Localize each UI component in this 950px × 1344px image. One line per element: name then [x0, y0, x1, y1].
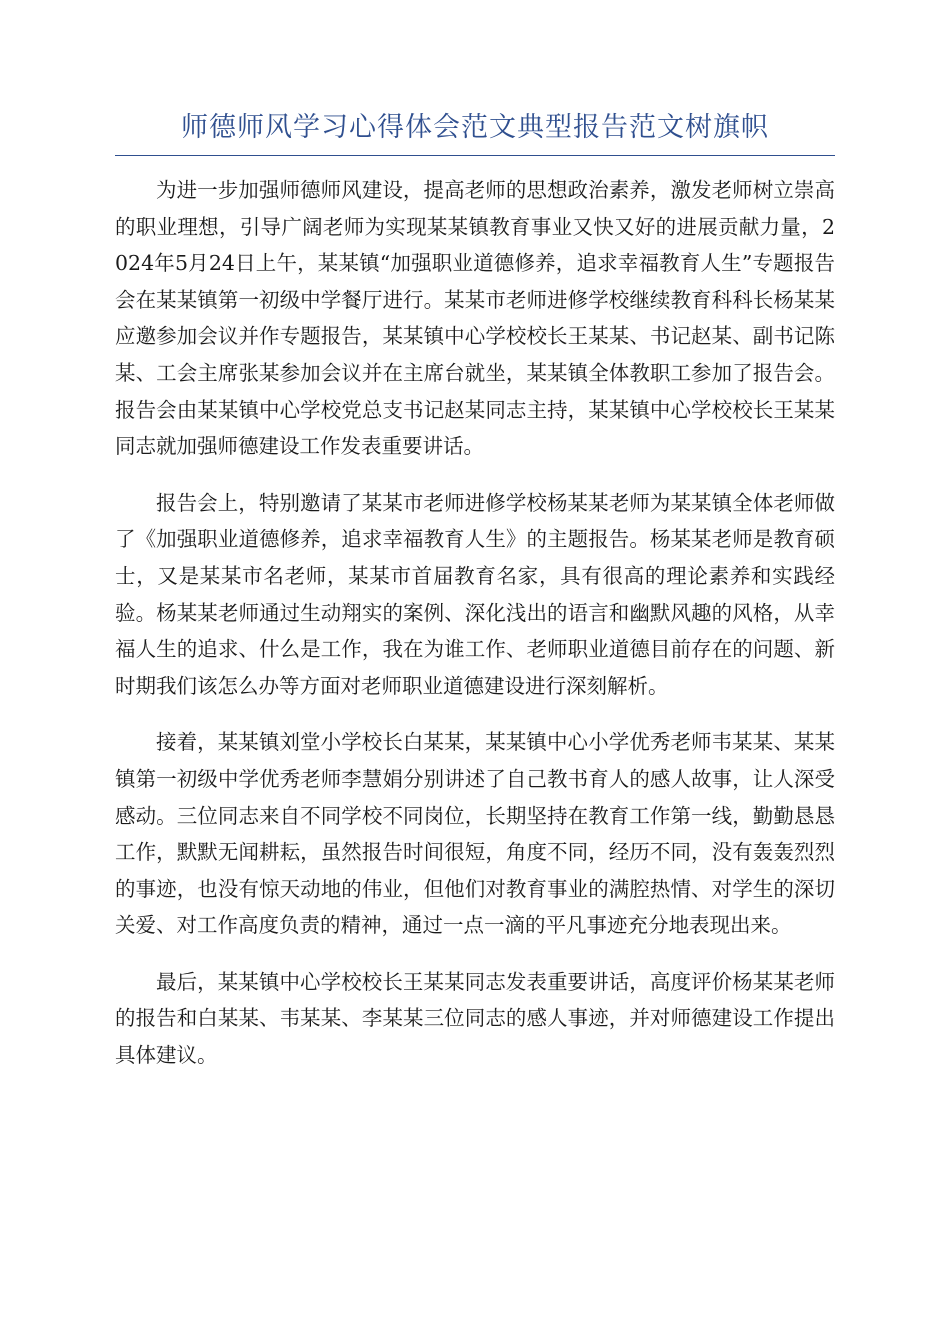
- paragraph-4: 最后，某某镇中心学校校长王某某同志发表重要讲话，高度评价杨某某老师的报告和白某某、韦某某、李某某三位同志的感人事迹，并对师德建设工作提出具体建议。: [115, 969, 835, 1068]
- paragraph-2: 报告会上，特别邀请了某某市老师进修学校杨某某老师为某某镇全体老师做了《加强职业道德修养，追求幸福教育人生》的主题报告。杨某某老师是教育硕士，又是某某市名老师，某某市首届教育名家，具有很高的理论素养和实践经验。杨某某老师通过生动翔实的案例、深化浅出的语言和幽默风趣的风格，从幸福人生的追求、什么是工作，我在为谁工作、老师职业道德目前存在的问题、新时期我们该怎么办等方面对老师职业道德建设进行深刻解析。: [115, 490, 835, 698]
- paragraph-1: 为进一步加强师德师风建设，提高老师的思想政治素养，激发老师树立崇高的职业理想，引导广阔老师为实现某某镇教育事业又快又好的进展贡献力量，2024年5月24日上午，某某镇“加强职业道德修养，追求幸福教育人生”专题报告会在某某镇第一初级中学餐厅进行。某某市老师进修学校继续教育科科长杨某某应邀参加会议并作专题报告，某某镇中心学校校长王某某、书记赵某、副书记陈某、工会主席张某参加会议并在主席台就坐，某某镇全体教职工参加了报告会。报告会由某某镇中心学校党总支书记赵某同志主持，某某镇中心学校校长王某某同志就加强师德建设工作发表重要讲话。: [115, 178, 835, 459]
- document-title: 师德师风学习心得体会范文典型报告范文树旗帜: [181, 112, 769, 143]
- paragraph-3: 接着，某某镇刘堂小学校长白某某，某某镇中心小学优秀老师韦某某、某某镇第一初级中学优秀老师李慧娟分别讲述了自己教书育人的感人故事，让人深受感动。三位同志来自不同学校不同岗位，长期坚持在教育工作第一线，勤勤恳恳工作，默默无闻耕耘，虽然报告时间很短，角度不同，经历不同，没有轰轰烈烈的事迹，也没有惊天动地的伟业，但他们对教育事业的满腔热情、对学生的深切关爱、对工作高度负责的精神，通过一点一滴的平凡事迹充分地表现出来。: [115, 730, 835, 938]
- document-body: [115, 172, 835, 1094]
- title-block: [115, 108, 835, 156]
